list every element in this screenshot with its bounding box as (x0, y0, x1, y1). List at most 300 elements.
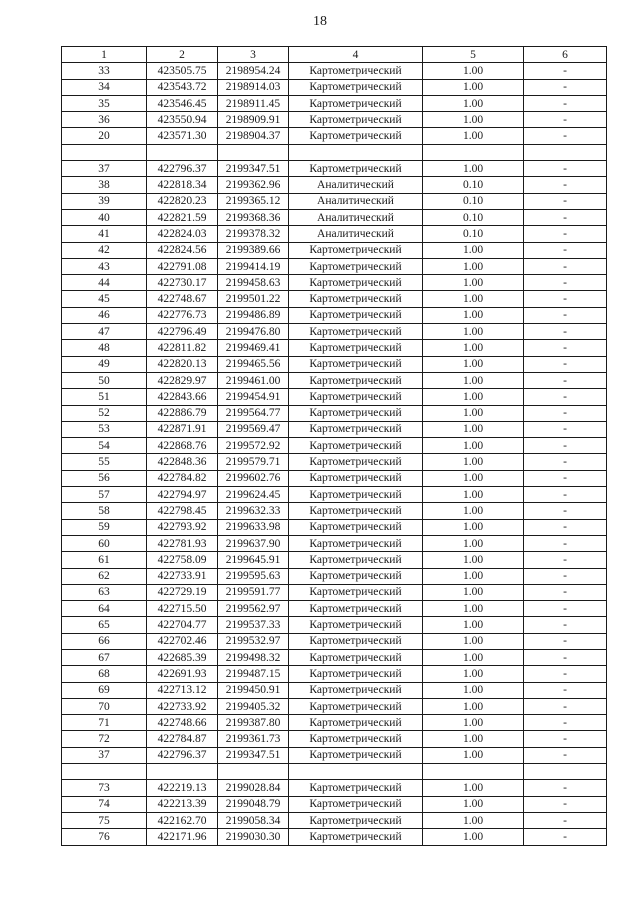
table-cell-col-2 (147, 144, 218, 160)
table-cell-col-1: 65 (62, 617, 147, 633)
table-cell-col-3: 2199572.92 (218, 438, 289, 454)
table-row (62, 324, 607, 340)
table-cell-col-1: 33 (62, 63, 147, 79)
table-cell-col-1: 44 (62, 275, 147, 291)
table-row (62, 552, 607, 568)
table-cell-col-6: - (524, 812, 607, 828)
table-cell-col-6: - (524, 552, 607, 568)
header-cell-5: 5 (423, 47, 524, 63)
table-cell-col-2: 422811.82 (147, 340, 218, 356)
table-cell-col-4: Картометрический (289, 112, 423, 128)
table-cell-col-2: 422733.91 (147, 568, 218, 584)
table-cell-col-5: 1.00 (423, 470, 524, 486)
table-cell-col-4: Картометрический (289, 829, 423, 845)
table-row (62, 356, 607, 372)
table-row (62, 128, 607, 144)
header-cell-3: 3 (218, 47, 289, 63)
table-row (62, 812, 607, 828)
table-cell-col-4: Картометрический (289, 796, 423, 812)
table-cell-col-3: 2199486.89 (218, 307, 289, 323)
table-cell-col-5: 1.00 (423, 796, 524, 812)
table-cell-col-5: 1.00 (423, 454, 524, 470)
table-row (62, 617, 607, 633)
table-cell-col-1: 58 (62, 503, 147, 519)
header-cell-1: 1 (62, 47, 147, 63)
table-cell-col-1: 60 (62, 535, 147, 551)
header-cell-2: 2 (147, 47, 218, 63)
table-cell-col-5: 1.00 (423, 112, 524, 128)
table-cell-col-6: - (524, 715, 607, 731)
table-cell-col-3: 2199645.91 (218, 552, 289, 568)
table-cell-col-6: - (524, 617, 607, 633)
table-cell-col-5: 1.00 (423, 747, 524, 763)
table-cell-col-3: 2199624.45 (218, 487, 289, 503)
table-cell-col-2: 422829.97 (147, 372, 218, 388)
table-cell-col-3: 2199454.91 (218, 389, 289, 405)
table-row (62, 161, 607, 177)
table-cell-col-3: 2199465.56 (218, 356, 289, 372)
table-cell-col-4: Картометрический (289, 666, 423, 682)
table-cell-col-3: 2199579.71 (218, 454, 289, 470)
table-cell-col-2: 422796.49 (147, 324, 218, 340)
table-cell-col-2: 422886.79 (147, 405, 218, 421)
table-row-blank (62, 764, 607, 780)
table-cell-col-1: 56 (62, 470, 147, 486)
table-cell-col-4: Картометрический (289, 275, 423, 291)
table-cell-col-1: 67 (62, 649, 147, 665)
table-cell-col-4: Картометрический (289, 324, 423, 340)
table-cell-col-3: 2199458.63 (218, 275, 289, 291)
table-cell-col-4: Картометрический (289, 633, 423, 649)
table-cell-col-4: Картометрический (289, 682, 423, 698)
table-row (62, 487, 607, 503)
table-cell-col-6: - (524, 731, 607, 747)
table-cell-col-5: 1.00 (423, 63, 524, 79)
table-cell-col-1 (62, 144, 147, 160)
table-cell-col-4: Картометрический (289, 487, 423, 503)
table-cell-col-5: 0.10 (423, 193, 524, 209)
table-row (62, 829, 607, 845)
table-cell-col-3: 2199361.73 (218, 731, 289, 747)
table-cell-col-1: 75 (62, 812, 147, 828)
table-cell-col-5: 1.00 (423, 242, 524, 258)
table-cell-col-6: - (524, 226, 607, 242)
table-cell-col-5: 1.00 (423, 519, 524, 535)
table-cell-col-2: 422868.76 (147, 438, 218, 454)
table-cell-col-4: Аналитический (289, 177, 423, 193)
table-cell-col-3: 2199347.51 (218, 161, 289, 177)
table-cell-col-1: 39 (62, 193, 147, 209)
table-cell-col-5 (423, 764, 524, 780)
table-cell-col-4: Картометрический (289, 258, 423, 274)
table-header (62, 47, 607, 63)
table-cell-col-5: 1.00 (423, 633, 524, 649)
table-row (62, 372, 607, 388)
table-cell-col-3: 2199591.77 (218, 584, 289, 600)
table-row (62, 405, 607, 421)
table-cell-col-4: Картометрический (289, 340, 423, 356)
table-cell-col-2: 422818.34 (147, 177, 218, 193)
table-row (62, 389, 607, 405)
table-cell-col-4: Картометрический (289, 291, 423, 307)
table-cell-col-3: 2199365.12 (218, 193, 289, 209)
table-row (62, 796, 607, 812)
table-cell-col-5: 1.00 (423, 258, 524, 274)
table-cell-col-1: 70 (62, 698, 147, 714)
table-cell-col-4: Картометрический (289, 161, 423, 177)
table-cell-col-2: 422798.45 (147, 503, 218, 519)
table-cell-col-4 (289, 764, 423, 780)
table-cell-col-4: Картометрический (289, 584, 423, 600)
table-cell-col-2: 422784.87 (147, 731, 218, 747)
table-cell-col-6: - (524, 487, 607, 503)
table-row (62, 63, 607, 79)
table-cell-col-1: 20 (62, 128, 147, 144)
table-cell-col-1: 37 (62, 747, 147, 763)
table-cell-col-6: - (524, 307, 607, 323)
table-row (62, 95, 607, 111)
table-cell-col-2: 422820.13 (147, 356, 218, 372)
table-cell-col-5: 1.00 (423, 584, 524, 600)
table-cell-col-1: 45 (62, 291, 147, 307)
table-cell-col-6: - (524, 356, 607, 372)
table-row (62, 780, 607, 796)
table-cell-col-6: - (524, 519, 607, 535)
table-cell-col-1: 52 (62, 405, 147, 421)
table-cell-col-6: - (524, 698, 607, 714)
table-cell-col-2 (147, 764, 218, 780)
table-cell-col-3: 2199450.91 (218, 682, 289, 698)
table-cell-col-2: 423571.30 (147, 128, 218, 144)
table-cell-col-2: 422729.19 (147, 584, 218, 600)
table-cell-col-5: 0.10 (423, 209, 524, 225)
table-cell-col-5: 1.00 (423, 324, 524, 340)
table-cell-col-4: Картометрический (289, 812, 423, 828)
table-row (62, 258, 607, 274)
table-cell-col-2: 423543.72 (147, 79, 218, 95)
table-row (62, 568, 607, 584)
table-row (62, 584, 607, 600)
header-cell-6: 6 (524, 47, 607, 63)
table-cell-col-4: Картометрический (289, 731, 423, 747)
table-cell-col-2: 422824.03 (147, 226, 218, 242)
table-cell-col-1: 76 (62, 829, 147, 845)
table-cell-col-1: 43 (62, 258, 147, 274)
table-cell-col-6: - (524, 649, 607, 665)
table-cell-col-3: 2199537.33 (218, 617, 289, 633)
table-cell-col-5: 1.00 (423, 128, 524, 144)
table-cell-col-3: 2198904.37 (218, 128, 289, 144)
table-cell-col-5: 1.00 (423, 372, 524, 388)
table-cell-col-6 (524, 144, 607, 160)
table-cell-col-6: - (524, 747, 607, 763)
table-cell-col-3: 2199637.90 (218, 535, 289, 551)
table-row (62, 715, 607, 731)
table-cell-col-4: Картометрический (289, 470, 423, 486)
table-cell-col-4: Картометрический (289, 79, 423, 95)
table-cell-col-3: 2199532.97 (218, 633, 289, 649)
table-cell-col-6: - (524, 796, 607, 812)
table-cell-col-2: 422748.67 (147, 291, 218, 307)
table-cell-col-5: 1.00 (423, 356, 524, 372)
table-row (62, 698, 607, 714)
table-cell-col-2: 422162.70 (147, 812, 218, 828)
table-cell-col-6: - (524, 584, 607, 600)
table-cell-col-6: - (524, 95, 607, 111)
table-cell-col-2: 422848.36 (147, 454, 218, 470)
table-cell-col-3: 2198911.45 (218, 95, 289, 111)
table-cell-col-6: - (524, 291, 607, 307)
table-cell-col-3: 2198909.91 (218, 112, 289, 128)
table-cell-col-2: 423546.45 (147, 95, 218, 111)
table-row-blank (62, 144, 607, 160)
table-cell-col-6: - (524, 193, 607, 209)
table-cell-col-5: 1.00 (423, 731, 524, 747)
table-cell-col-5: 1.00 (423, 438, 524, 454)
table-row (62, 177, 607, 193)
table-cell-col-3: 2199387.80 (218, 715, 289, 731)
table-row (62, 601, 607, 617)
table-cell-col-6: - (524, 503, 607, 519)
table-cell-col-2: 422691.93 (147, 666, 218, 682)
table-cell-col-3: 2199633.98 (218, 519, 289, 535)
table-cell-col-4: Картометрический (289, 128, 423, 144)
table-cell-col-5: 1.00 (423, 291, 524, 307)
table-row (62, 242, 607, 258)
table-cell-col-6: - (524, 275, 607, 291)
table-cell-col-6: - (524, 405, 607, 421)
table-cell-col-2: 422820.23 (147, 193, 218, 209)
table-cell-col-2: 422702.46 (147, 633, 218, 649)
table-cell-col-6: - (524, 682, 607, 698)
table-cell-col-4: Картометрический (289, 389, 423, 405)
table-cell-col-5: 1.00 (423, 275, 524, 291)
table-cell-col-1: 35 (62, 95, 147, 111)
table-cell-col-3: 2199368.36 (218, 209, 289, 225)
table-cell-col-2: 422794.97 (147, 487, 218, 503)
table-row (62, 649, 607, 665)
table-row (62, 307, 607, 323)
page-number: 18 (313, 14, 327, 29)
table-cell-col-4: Картометрический (289, 405, 423, 421)
table-cell-col-6: - (524, 63, 607, 79)
table-cell-col-4: Картометрический (289, 649, 423, 665)
table-cell-col-2: 422171.96 (147, 829, 218, 845)
table-cell-col-4: Картометрический (289, 356, 423, 372)
table-cell-col-4: Картометрический (289, 454, 423, 470)
table-cell-col-2: 422784.82 (147, 470, 218, 486)
table-cell-col-3: 2199405.32 (218, 698, 289, 714)
table-cell-col-1: 41 (62, 226, 147, 242)
table-cell-col-3: 2199461.00 (218, 372, 289, 388)
table-cell-col-2: 422730.17 (147, 275, 218, 291)
table-cell-col-1: 36 (62, 112, 147, 128)
table-cell-col-3 (218, 764, 289, 780)
table-cell-col-1: 38 (62, 177, 147, 193)
table-cell-col-2: 422213.39 (147, 796, 218, 812)
table-cell-col-1: 68 (62, 666, 147, 682)
table-cell-col-5: 1.00 (423, 617, 524, 633)
table-cell-col-4: Аналитический (289, 209, 423, 225)
table-cell-col-6: - (524, 780, 607, 796)
table-cell-col-6: - (524, 340, 607, 356)
table-cell-col-2: 422748.66 (147, 715, 218, 731)
table-cell-col-4: Аналитический (289, 226, 423, 242)
table-cell-col-5: 1.00 (423, 568, 524, 584)
table-cell-col-1: 55 (62, 454, 147, 470)
table-cell-col-1: 74 (62, 796, 147, 812)
table-cell-col-5: 1.00 (423, 698, 524, 714)
table-cell-col-2: 422791.08 (147, 258, 218, 274)
table-cell-col-4: Картометрический (289, 372, 423, 388)
table-cell-col-1: 40 (62, 209, 147, 225)
table-cell-col-4: Аналитический (289, 193, 423, 209)
table-cell-col-5: 1.00 (423, 405, 524, 421)
table-cell-col-5: 1.00 (423, 487, 524, 503)
table-cell-col-6: - (524, 209, 607, 225)
table-cell-col-5: 1.00 (423, 503, 524, 519)
table-cell-col-2: 422843.66 (147, 389, 218, 405)
table-cell-col-2: 422733.92 (147, 698, 218, 714)
table-cell-col-2: 422796.37 (147, 747, 218, 763)
table-cell-col-4: Картометрический (289, 535, 423, 551)
table-cell-col-4: Картометрический (289, 438, 423, 454)
table-cell-col-2: 422781.93 (147, 535, 218, 551)
table-cell-col-5: 1.00 (423, 389, 524, 405)
table-cell-col-4: Картометрический (289, 747, 423, 763)
table-cell-col-3: 2199469.41 (218, 340, 289, 356)
table-row (62, 535, 607, 551)
table-cell-col-2: 423550.94 (147, 112, 218, 128)
table-cell-col-1: 50 (62, 372, 147, 388)
table-cell-col-2: 422796.37 (147, 161, 218, 177)
table-cell-col-1 (62, 764, 147, 780)
table-cell-col-3: 2199389.66 (218, 242, 289, 258)
table-cell-col-3: 2199498.32 (218, 649, 289, 665)
table-cell-col-3: 2199378.32 (218, 226, 289, 242)
table-cell-col-3: 2199362.96 (218, 177, 289, 193)
table-cell-col-5: 1.00 (423, 715, 524, 731)
table-cell-col-2: 422219.13 (147, 780, 218, 796)
table-cell-col-2: 422758.09 (147, 552, 218, 568)
table-cell-col-6: - (524, 324, 607, 340)
table-cell-col-6: - (524, 389, 607, 405)
table-cell-col-5: 1.00 (423, 601, 524, 617)
table-cell-col-4: Картометрический (289, 421, 423, 437)
table-cell-col-6: - (524, 666, 607, 682)
table-cell-col-3: 2199048.79 (218, 796, 289, 812)
table-cell-col-5: 1.00 (423, 535, 524, 551)
table-cell-col-6: - (524, 438, 607, 454)
table-row (62, 731, 607, 747)
table-row (62, 682, 607, 698)
table-cell-col-3: 2199028.84 (218, 780, 289, 796)
table-cell-col-2: 422685.39 (147, 649, 218, 665)
table-cell-col-4: Картометрический (289, 95, 423, 111)
table-cell-col-3: 2199030.30 (218, 829, 289, 845)
table-cell-col-3: 2199595.63 (218, 568, 289, 584)
table-cell-col-3: 2199562.97 (218, 601, 289, 617)
table-cell-col-6: - (524, 372, 607, 388)
table-cell-col-5: 1.00 (423, 421, 524, 437)
table-cell-col-3: 2199476.80 (218, 324, 289, 340)
table-cell-col-2: 422793.92 (147, 519, 218, 535)
table-cell-col-3: 2199602.76 (218, 470, 289, 486)
table-cell-col-1: 62 (62, 568, 147, 584)
coordinates-table (61, 46, 607, 846)
table-cell-col-6: - (524, 829, 607, 845)
table-cell-col-1: 48 (62, 340, 147, 356)
table-cell-col-4: Картометрический (289, 519, 423, 535)
table-row (62, 193, 607, 209)
table-cell-col-6: - (524, 633, 607, 649)
table-cell-col-1: 71 (62, 715, 147, 731)
header-row (62, 47, 607, 63)
table-cell-col-2: 422715.50 (147, 601, 218, 617)
table-cell-col-5: 1.00 (423, 79, 524, 95)
table-cell-col-5: 1.00 (423, 682, 524, 698)
table-cell-col-1: 61 (62, 552, 147, 568)
table-cell-col-3: 2199564.77 (218, 405, 289, 421)
header-cell-4: 4 (289, 47, 423, 63)
table-cell-col-1: 73 (62, 780, 147, 796)
table-cell-col-4: Картометрический (289, 307, 423, 323)
table-cell-col-6: - (524, 454, 607, 470)
table-cell-col-5: 1.00 (423, 666, 524, 682)
table-cell-col-3: 2199569.47 (218, 421, 289, 437)
table-row (62, 519, 607, 535)
table-cell-col-6: - (524, 79, 607, 95)
table-cell-col-3: 2198914.03 (218, 79, 289, 95)
table-cell-col-3: 2199632.33 (218, 503, 289, 519)
table-cell-col-1: 54 (62, 438, 147, 454)
table-cell-col-4: Картометрический (289, 63, 423, 79)
table-cell-col-1: 72 (62, 731, 147, 747)
table-cell-col-1: 42 (62, 242, 147, 258)
table-cell-col-6: - (524, 601, 607, 617)
table-cell-col-4: Картометрический (289, 780, 423, 796)
table-cell-col-4: Картометрический (289, 568, 423, 584)
table-cell-col-6 (524, 764, 607, 780)
table-cell-col-1: 59 (62, 519, 147, 535)
table-cell-col-5: 1.00 (423, 780, 524, 796)
table-cell-col-6: - (524, 177, 607, 193)
table-cell-col-5 (423, 144, 524, 160)
table-cell-col-3: 2198954.24 (218, 63, 289, 79)
table-cell-col-5: 1.00 (423, 340, 524, 356)
table-cell-col-6: - (524, 470, 607, 486)
table-row (62, 226, 607, 242)
table-cell-col-3: 2199501.22 (218, 291, 289, 307)
table-cell-col-4: Картометрический (289, 698, 423, 714)
table-row (62, 470, 607, 486)
table-cell-col-2: 422776.73 (147, 307, 218, 323)
table-cell-col-1: 57 (62, 487, 147, 503)
table-cell-col-5: 0.10 (423, 226, 524, 242)
table-row (62, 79, 607, 95)
table-row (62, 633, 607, 649)
table-row (62, 438, 607, 454)
table-cell-col-5: 1.00 (423, 649, 524, 665)
table-cell-col-4: Картометрический (289, 503, 423, 519)
table-cell-col-2: 422824.56 (147, 242, 218, 258)
table-row (62, 454, 607, 470)
table-cell-col-5: 1.00 (423, 552, 524, 568)
table-row (62, 209, 607, 225)
table-cell-col-5: 1.00 (423, 161, 524, 177)
table-cell-col-5: 0.10 (423, 177, 524, 193)
table-cell-col-5: 1.00 (423, 95, 524, 111)
